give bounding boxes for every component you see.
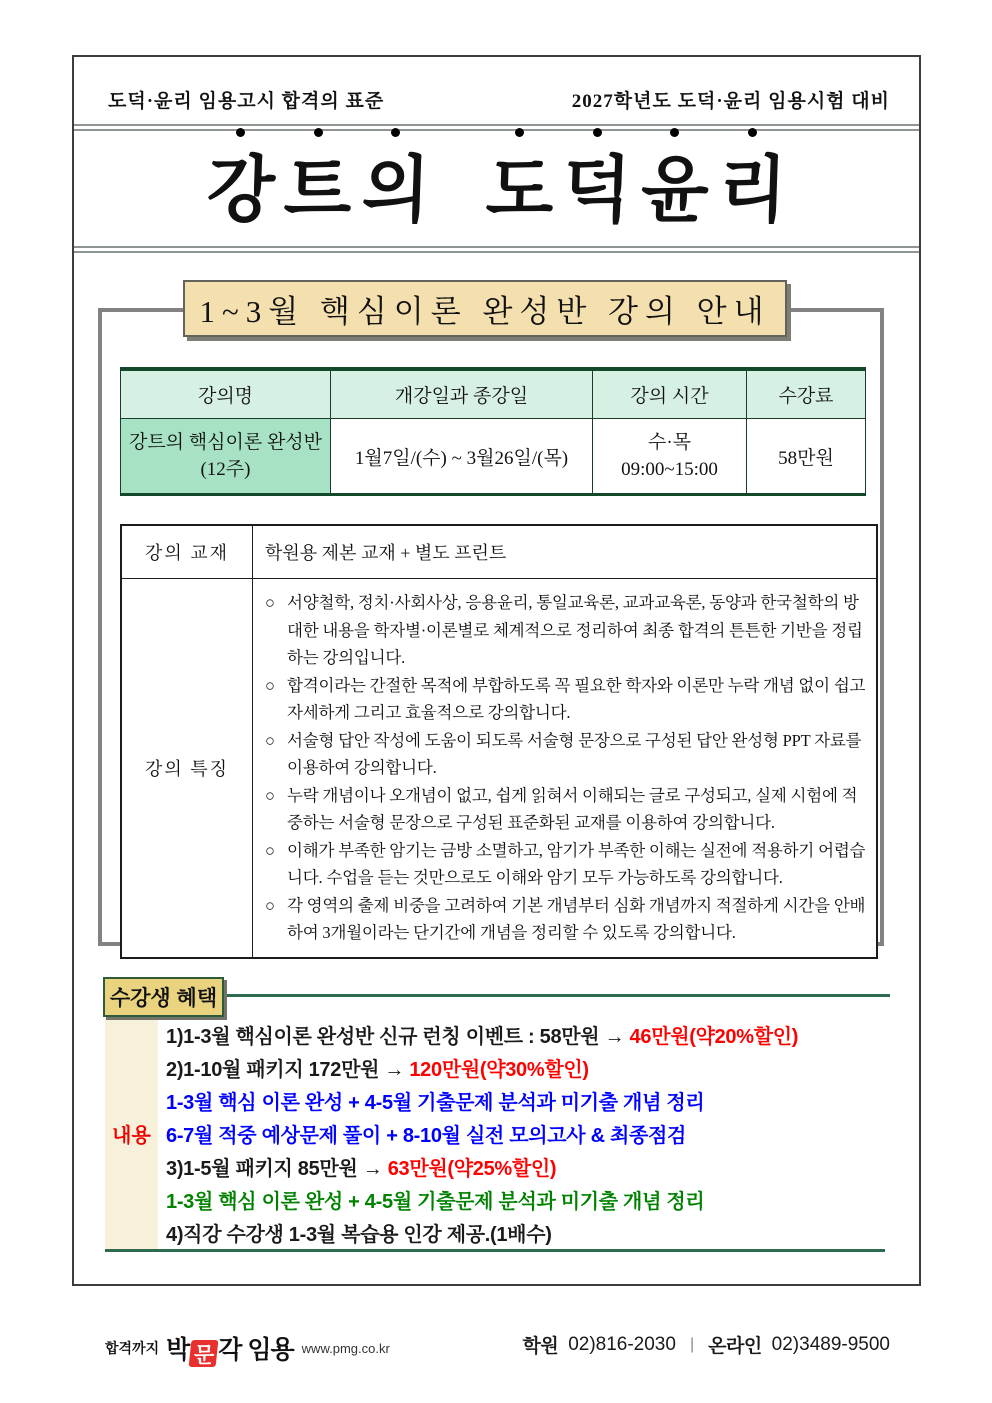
- feature-item: [261, 892, 866, 947]
- col-header-fee: 수강료: [747, 371, 865, 419]
- benefit-text-part: 1-3월 핵심 이론 완성 + 4-5월 기출문제 분석과 미기출 개념 정리: [166, 1191, 705, 1213]
- feature-item: [261, 672, 866, 727]
- publisher-logo: [105, 1330, 390, 1367]
- logo-suffix: 임용: [241, 1336, 294, 1364]
- header-right-exam-year: 2027학년도 도덕·윤리 임용시험 대비: [571, 91, 890, 112]
- contact-academy-number: 02)816-2030: [568, 1333, 676, 1355]
- benefit-text-part: 2)1-10월 패키지 172만원 →: [166, 1059, 410, 1081]
- title-syllable: 덕: [563, 128, 631, 238]
- benefit-text-part: 63만원(약25%할인): [387, 1158, 557, 1180]
- course-guide-banner: 1~3월 핵심이론 완성반 강의 안내: [183, 280, 787, 337]
- feature-text: 누락 개념이나 오개념이 없고, 쉽게 읽혀서 이해되는 글로 구성되고, 실제 시험에 적중하는 서술형 문장으로 구성된 표준화된 교재를 이용하여 강의합니다.: [287, 785, 858, 832]
- feature-text: 서술형 답안 작성에 도움이 되도록 서술형 문장으로 구성된 답안 완성형 PPT 자료를 이용하여 강의합니다.: [287, 730, 862, 777]
- title-emphasis-dot: [515, 128, 524, 137]
- schedule-table: [120, 367, 866, 496]
- title-syllable: 리: [719, 128, 787, 238]
- logo-red-square: [189, 1340, 219, 1367]
- title-emphasis-dot: [314, 128, 323, 137]
- feature-item: [261, 837, 866, 892]
- title-emphasis-dot: [391, 128, 400, 137]
- benefit-line: [166, 1219, 890, 1252]
- benefit-text-part: 6-7월 적중 예상문제 풀이 + 8-10월 실전 모의고사 & 최종점검: [166, 1125, 687, 1147]
- title-syllable: 강: [207, 128, 275, 238]
- title-syllable: 의: [362, 128, 430, 238]
- logo-char-1: 박: [166, 1336, 190, 1364]
- detail-table: [120, 524, 878, 959]
- logo-text: [166, 1330, 294, 1367]
- benefit-line: [166, 1120, 890, 1153]
- title-emphasis-dot: [748, 128, 757, 137]
- publisher-url: www.pmg.co.kr: [301, 1340, 390, 1356]
- col-header-time: 강의 시간: [593, 371, 747, 419]
- benefits-badge-rule: [224, 994, 890, 997]
- benefits-bottom-rule: [105, 1249, 885, 1252]
- contact-online-number: 02)3489-9500: [771, 1333, 890, 1355]
- logo-tagline: 합격까지: [105, 1340, 160, 1357]
- bullet-circle-icon: ○: [265, 785, 275, 805]
- benefit-text-part: 3)1-5월 패키지 85만원 →: [166, 1158, 388, 1180]
- contact-online-label: 온라인: [708, 1336, 762, 1357]
- feature-text: 이해가 부족한 암기는 금방 소멸하고, 암기가 부족한 이해는 실전에 적용하기 어렵습니다. 수업을 듣는 것만으로도 이해와 암기 모두 가능하도록 강의합니다.: [287, 840, 866, 887]
- benefit-line: [166, 1021, 890, 1054]
- cell-course-name: [121, 419, 331, 493]
- benefit-text-part: 46만원(약20%할인): [629, 1026, 799, 1048]
- textbook-value: 학원용 제본 교재 + 별도 프린트: [265, 543, 507, 563]
- title-syllable: 윤: [641, 128, 709, 238]
- title-syllable: 트: [284, 128, 352, 238]
- logo-char-3: 각: [218, 1336, 242, 1364]
- feature-item: [261, 589, 866, 672]
- col-header-dates: 개강일과 종강일: [331, 371, 593, 419]
- feature-item: [261, 727, 866, 782]
- feature-text: 합격이라는 간절한 목적에 부합하도록 꼭 필요한 학자와 이론만 누락 개념 없이 쉽고 자세하게 그리고 효율적으로 강의합니다.: [287, 675, 866, 722]
- feature-text: 각 영역의 출제 비중을 고려하여 기본 개념부터 심화 개념까지 적절하게 시간을 안배하여 3개월이라는 단기간에 개념을 정리할 수 있도록 강의합니다.: [287, 895, 866, 942]
- title-emphasis-dot: [670, 128, 679, 137]
- benefit-line: [166, 1054, 890, 1087]
- benefit-text-part: 4)직강 수강생 1-3월 복습용 인강 제공.(1배수): [166, 1224, 552, 1246]
- bullet-circle-icon: ○: [265, 840, 275, 860]
- feature-text: 서양철학, 정치·사회사상, 응용윤리, 통일교육론, 교과교육론, 동양과 한국철학의 방대한 내용을 학자별·이론별로 체계적으로 정리하여 최종 합격의 튼튼한 기반을 정립하는 강의입니다.: [287, 593, 863, 667]
- logo-char-2: 문: [194, 1343, 214, 1366]
- title-bottom-double-rule: [74, 246, 919, 253]
- benefit-text-part: 1)1-3월 핵심이론 완성반 신규 런칭 이벤트 : 58만원 →: [166, 1026, 630, 1048]
- features-label: 강의 특징: [122, 579, 253, 957]
- title-emphasis-dot: [236, 128, 245, 137]
- main-title: [72, 128, 921, 238]
- benefit-text-part: 120만원(약30%할인): [409, 1059, 589, 1081]
- title-syllable: 도: [486, 128, 554, 238]
- bullet-circle-icon: ○: [265, 675, 275, 695]
- benefits-label: 내용: [112, 1124, 151, 1147]
- features-row: [122, 578, 876, 957]
- course-name-line1: 강트의 핵심이론 완성반: [128, 432, 323, 453]
- contact-info: [522, 1331, 890, 1358]
- benefits-badge: 수강생 혜택: [103, 977, 224, 1017]
- benefit-text-part: 1-3월 핵심 이론 완성 + 4-5월 기출문제 분석과 미기출 개념 정리: [166, 1092, 705, 1114]
- features-list: [253, 579, 876, 957]
- course-time-hours: 09:00~15:00: [621, 459, 718, 480]
- contact-academy-label: 학원: [522, 1336, 559, 1357]
- benefits-label-column: [105, 1017, 158, 1249]
- course-time-days: 수·목: [647, 432, 692, 453]
- bullet-circle-icon: ○: [265, 730, 275, 750]
- cell-course-fee: 58만원: [747, 419, 865, 493]
- header-left-slogan: 도덕·윤리 임용고시 합격의 표준: [108, 91, 385, 112]
- course-name-line2: (12주): [200, 459, 251, 480]
- textbook-row: [122, 526, 876, 578]
- title-emphasis-dot: [593, 128, 602, 137]
- bullet-circle-icon: ○: [265, 593, 275, 612]
- textbook-label: 강의 교재: [122, 526, 253, 578]
- benefits-lines: [166, 1021, 890, 1252]
- cell-course-time: [593, 419, 747, 493]
- benefit-line: [166, 1153, 890, 1186]
- cell-course-dates: 1월7일/(수) ~ 3월26일/(목): [331, 419, 593, 493]
- benefit-line: [166, 1186, 890, 1219]
- contact-separator: |: [689, 1335, 695, 1353]
- col-header-course-name: 강의명: [121, 371, 331, 419]
- bullet-circle-icon: ○: [265, 895, 275, 915]
- benefit-line: [166, 1087, 890, 1120]
- feature-item: [261, 782, 866, 837]
